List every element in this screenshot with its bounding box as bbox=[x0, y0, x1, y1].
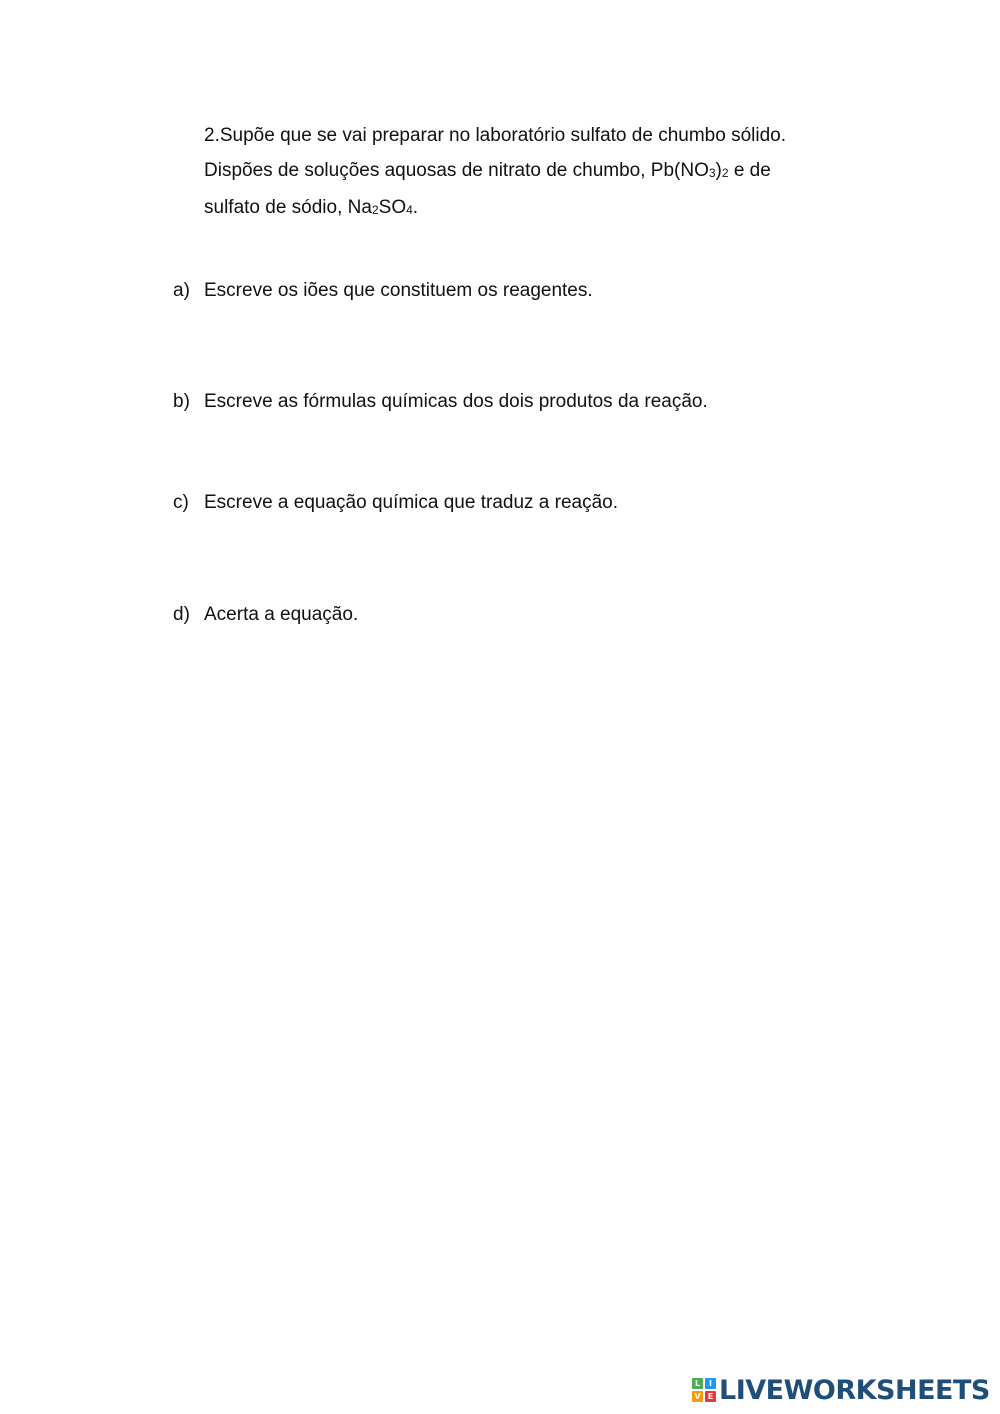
statement-line-1: 2.Supõe que se vai preparar no laboratório sulfato de chumbo sólido. bbox=[204, 125, 786, 146]
logo-text: LIVEWORKSHEETS bbox=[719, 1374, 990, 1406]
question-c bbox=[173, 491, 618, 515]
question-text: Acerta a equação. bbox=[204, 604, 359, 625]
liveworksheets-logo bbox=[692, 1374, 990, 1406]
question-text: Escreve a equação química que traduz a reação. bbox=[204, 492, 619, 513]
subscript: 3 bbox=[708, 166, 716, 180]
subscript: 4 bbox=[406, 203, 413, 217]
question-text: Escreve as fórmulas químicas dos dois produtos da reação. bbox=[204, 391, 708, 412]
question-marker: d) bbox=[173, 604, 190, 625]
exercise-statement bbox=[204, 118, 844, 227]
question-marker: c) bbox=[173, 492, 189, 513]
question-a bbox=[173, 279, 593, 303]
statement-line-2: Dispões de soluções aquosas de nitrato de chumbo, Pb(NO3)2 e de bbox=[204, 160, 771, 181]
logo-mark-tile: I bbox=[705, 1378, 716, 1389]
question-d bbox=[173, 603, 358, 627]
question-marker: b) bbox=[173, 391, 190, 412]
question-b bbox=[173, 390, 708, 414]
question-marker: a) bbox=[173, 280, 190, 301]
question-text: Escreve os iões que constituem os reagentes. bbox=[204, 280, 593, 301]
logo-mark-tile: V bbox=[692, 1391, 703, 1402]
live-logo-icon bbox=[692, 1378, 716, 1402]
logo-mark-tile: E bbox=[705, 1391, 716, 1402]
statement-line-3: sulfato de sódio, Na2SO4. bbox=[204, 197, 419, 218]
subscript: 2 bbox=[721, 166, 729, 180]
subscript: 2 bbox=[371, 203, 379, 217]
logo-mark-tile: L bbox=[692, 1378, 703, 1389]
